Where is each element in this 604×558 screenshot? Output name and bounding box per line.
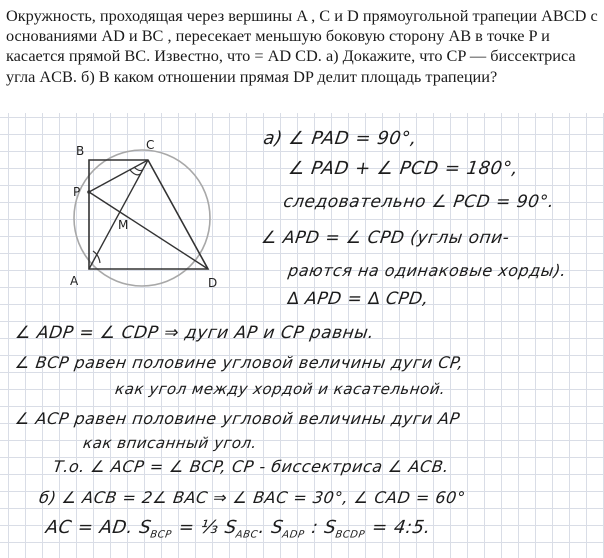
trapezoid xyxy=(89,160,208,269)
solution-line-1: а) ∠ PAD = 90°, xyxy=(262,128,419,149)
angle-mark-a xyxy=(93,251,100,263)
label-p: P xyxy=(73,185,81,199)
segment-pd xyxy=(89,192,208,269)
area-eq-part-6: ADP xyxy=(281,529,306,541)
area-eq-part-9: = 4:5. xyxy=(364,517,433,538)
area-eq-part-5: . S xyxy=(257,517,285,538)
label-m: M xyxy=(118,218,129,232)
solution-line-3: следовательно ∠ PCD = 90°. xyxy=(282,192,556,212)
solution-line-11: как вписанный угол. xyxy=(82,434,259,452)
area-eq-part-1: AC = AD. S xyxy=(44,517,153,538)
area-eq-part-3: = ⅓ S xyxy=(171,517,239,538)
solution-line-10: ∠ ACP равен половине угловой величины дуги AP xyxy=(14,409,462,428)
area-eq-part-8: BCDP xyxy=(334,529,366,541)
solution-line-2: ∠ PAD + ∠ PCD = 180°, xyxy=(287,158,520,179)
solution-line-4: ∠ APD = ∠ CPD (углы опи- xyxy=(260,228,511,248)
solution-line-5: раются на одинаковые хорды). xyxy=(287,261,568,280)
label-a: A xyxy=(70,274,79,288)
handwritten-solution-sheet xyxy=(0,113,604,558)
solution-line-14 xyxy=(44,517,432,541)
solution-line-9: как угол между хордой и касательной. xyxy=(114,380,447,398)
problem-statement: Окружность, проходящая через вершины A , C и D прямоугольной трапеции ABCD с основаниями AD и BC , пересекает меньшую боковую сторону AB в точке P и касается прямой BC. Известно, что = AD CD. а) Докажите, что CP — биссектриса угла ACB. б) В каком отношении прямая DP делит площадь трапеции? xyxy=(6,6,598,86)
area-eq-part-4: ABC xyxy=(234,529,259,541)
trapezoid-figure xyxy=(60,127,230,290)
label-d: D xyxy=(208,276,218,290)
solution-line-13: б) ∠ ACB = 2∠ BAC ⇒ ∠ BAC = 30°, ∠ CAD = 60° xyxy=(38,488,467,507)
angle-mark-c2 xyxy=(134,167,142,171)
area-eq-part-2: BCP xyxy=(149,529,173,541)
point-p xyxy=(87,190,91,194)
solution-line-7: ∠ ADP = ∠ CDP ⇒ дуги AP и CP равны. xyxy=(14,323,376,343)
solution-line-6: ∆ APD = ∆ CPD, xyxy=(286,289,431,309)
label-b: B xyxy=(76,144,85,158)
label-c: C xyxy=(146,138,155,152)
area-eq-part-7: : S xyxy=(303,517,338,538)
solution-line-8: ∠ BCP равен половине угловой величины дуги CP, xyxy=(14,353,465,372)
solution-line-12: Т.о. ∠ ACP = ∠ BCP, CP - биссектриса ∠ ACB. xyxy=(52,457,451,476)
